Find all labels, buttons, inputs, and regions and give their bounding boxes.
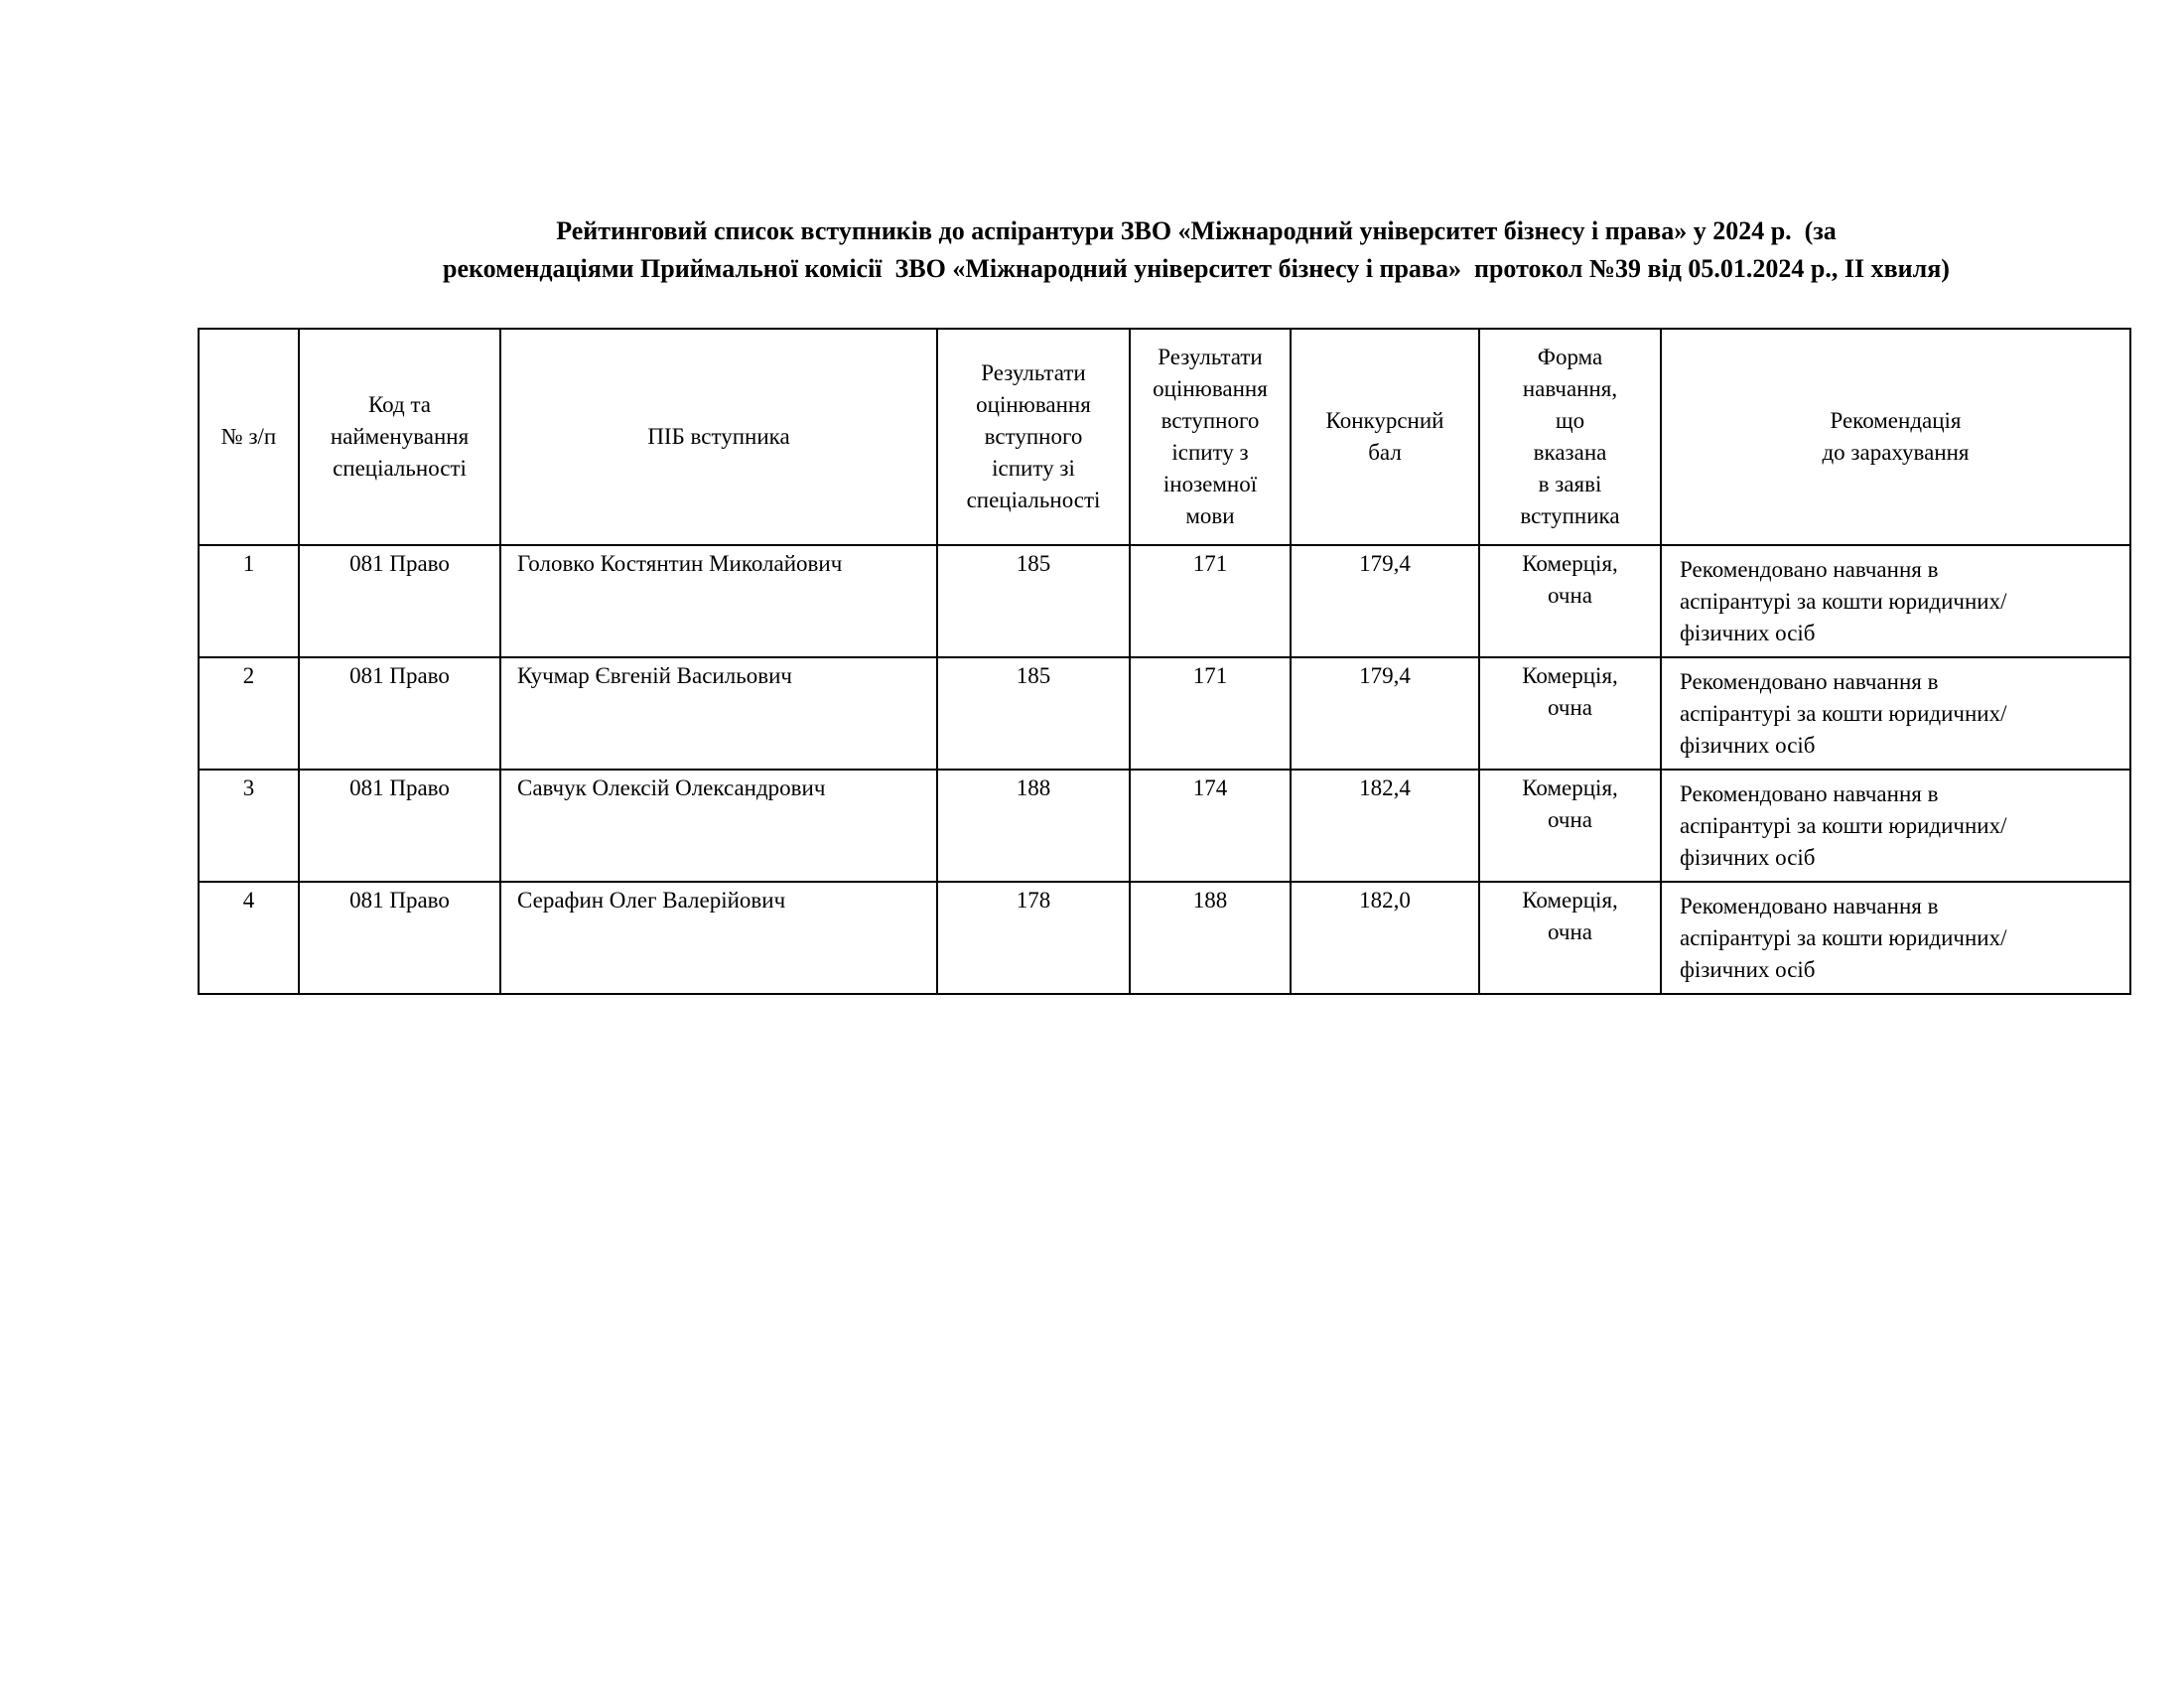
competitive-score: 179,4: [1291, 545, 1479, 657]
header-exam-language: Результати оцінювання вступного іспиту з іноземної мови: [1130, 329, 1291, 545]
applicant-name: Серафин Олег Валерійович: [500, 882, 937, 994]
exam-specialty-score: 178: [937, 882, 1130, 994]
study-form: Комерція, очна: [1479, 770, 1661, 882]
header-study-form: Форма навчання, що вказана в заяві вступника: [1479, 329, 1661, 545]
recommendation: Рекомендовано навчання в аспірантурі за кошти юридичних/ фізичних осіб: [1661, 882, 2130, 994]
exam-language-score: 171: [1130, 545, 1291, 657]
competitive-score: 182,0: [1291, 882, 1479, 994]
exam-specialty-score: 185: [937, 545, 1130, 657]
specialty-code: 081 Право: [299, 545, 500, 657]
exam-language-score: 188: [1130, 882, 1291, 994]
study-form: Комерція, очна: [1479, 545, 1661, 657]
header-applicant-name: ПІБ вступника: [500, 329, 937, 545]
specialty-code: 081 Право: [299, 770, 500, 882]
exam-specialty-score: 185: [937, 657, 1130, 770]
row-number: 4: [199, 882, 299, 994]
exam-specialty-score: 188: [937, 770, 1130, 882]
header-competitive-score: Конкурсний бал: [1291, 329, 1479, 545]
specialty-code: 081 Право: [299, 657, 500, 770]
header-specialty-code: Код та найменування спеціальності: [299, 329, 500, 545]
table-row: [199, 545, 2130, 657]
exam-language-score: 171: [1130, 657, 1291, 770]
table-row: [199, 882, 2130, 994]
study-form: Комерція, очна: [1479, 657, 1661, 770]
exam-language-score: 174: [1130, 770, 1291, 882]
document-title-line-2: рекомендаціями Приймальної комісії ЗВО «Міжнародний університет бізнесу і права» протокол №39 від 05.01.2024 р., ІІ хвиля): [443, 254, 1950, 283]
recommendation: Рекомендовано навчання в аспірантурі за кошти юридичних/ фізичних осіб: [1661, 657, 2130, 770]
table-header-row: [199, 329, 2130, 545]
applicant-name: Кучмар Євгеній Васильович: [500, 657, 937, 770]
competitive-score: 179,4: [1291, 657, 1479, 770]
study-form: Комерція, очна: [1479, 882, 1661, 994]
row-number: 3: [199, 770, 299, 882]
applicant-name: Головко Костянтин Миколайович: [500, 545, 937, 657]
table-row: [199, 657, 2130, 770]
document-title-line-1: Рейтинговий список вступників до аспірантури ЗВО «Міжнародний університет бізнесу і права» у 2024 р. (за: [556, 216, 1837, 245]
header-recommendation: Рекомендація до зарахування: [1661, 329, 2130, 545]
header-number: № з/п: [199, 329, 299, 545]
specialty-code: 081 Право: [299, 882, 500, 994]
header-exam-specialty: Результати оцінювання вступного іспиту зі спеціальності: [937, 329, 1130, 545]
row-number: 2: [199, 657, 299, 770]
competitive-score: 182,4: [1291, 770, 1479, 882]
recommendation: Рекомендовано навчання в аспірантурі за кошти юридичних/ фізичних осіб: [1661, 770, 2130, 882]
row-number: 1: [199, 545, 299, 657]
recommendation: Рекомендовано навчання в аспірантурі за кошти юридичних/ фізичних осіб: [1661, 545, 2130, 657]
rating-table: [198, 328, 2131, 995]
table-row: [199, 770, 2130, 882]
applicant-name: Савчук Олексій Олександрович: [500, 770, 937, 882]
document-title: [298, 212, 2095, 288]
